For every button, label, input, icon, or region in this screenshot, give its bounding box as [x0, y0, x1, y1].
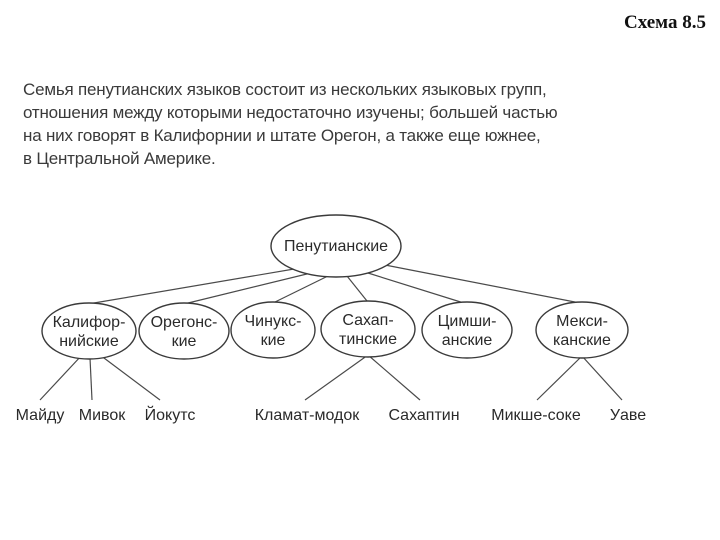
leaf-label-huave: Уаве — [609, 407, 647, 424]
group-node-sahaptian — [321, 301, 415, 357]
root-node — [271, 215, 401, 277]
edge-root-californian — [88, 268, 300, 304]
group-node-label-line2: кие — [171, 333, 197, 350]
group-node-oregonian — [139, 303, 229, 359]
intro-line: на них говорят в Калифорнии и штате Орегон, а также еще южнее, — [23, 126, 541, 145]
group-node-tsimshian — [422, 302, 512, 358]
leaf-labels — [16, 405, 647, 424]
group-node-label-line1: Цимши- — [437, 313, 497, 330]
group-node-label-line2: канские — [553, 332, 611, 349]
intro-line: отношения между которыми недостаточно изучены; большей частью — [23, 103, 558, 122]
edge-sahaptian-klamath — [305, 355, 368, 400]
leaf-label-sahaptin: Сахаптин — [388, 407, 460, 424]
edge-mexican-huave — [582, 356, 622, 400]
intro-line: Семья пенутианских языков состоит из нескольких языковых групп, — [23, 80, 547, 99]
leaf-edges — [40, 355, 622, 400]
group-node-chinookan — [231, 302, 315, 358]
leaf-label-yokuts: Йокутс — [144, 407, 196, 424]
group-node-ellipse — [42, 303, 136, 359]
group-node-label-line1: Чинукс- — [244, 313, 302, 330]
edge-mexican-mixezoque — [537, 356, 582, 400]
group-node-ellipse — [231, 302, 315, 358]
group-node-label-line1: Орегонс- — [150, 314, 218, 331]
group-node-label-line2: нийские — [59, 333, 119, 350]
group-node-ellipse — [422, 302, 512, 358]
leaf-label-maidu: Майду — [15, 407, 65, 424]
intro-line: в Центральной Америке. — [23, 149, 216, 168]
leaf-label-miwok: Мивок — [78, 407, 126, 424]
group-node-californian — [42, 303, 136, 359]
group-node-mexican — [536, 302, 628, 358]
group-node-label-line2: тинские — [339, 331, 397, 348]
edge-californian-miwok — [90, 358, 92, 400]
leaf-label-klamath-modoc: Кламат-модок — [254, 407, 360, 424]
edge-root-chinookan — [273, 275, 330, 303]
group-node-label-line2: анские — [441, 332, 493, 349]
root-node-label: Пенутианские — [283, 238, 389, 255]
group-node-label-line1: Сахап- — [342, 312, 394, 329]
edge-root-sahaptian — [347, 276, 367, 301]
group-node-label-line1: Мекси- — [556, 313, 608, 330]
edge-sahaptian-sahaptin — [368, 355, 420, 400]
edge-californian-maidu — [40, 355, 82, 400]
group-node-label-line1: Калифор- — [52, 314, 126, 331]
leaf-label-mixe-zoque: Микше-соке — [491, 407, 581, 424]
edge-root-mexican — [385, 265, 580, 303]
group-node-ellipse — [536, 302, 628, 358]
scheme-label: Схема 8.5 — [624, 12, 706, 33]
group-node-label-line2: кие — [260, 332, 286, 349]
group-node-ellipse — [321, 301, 415, 357]
edge-californian-yokuts — [100, 355, 160, 400]
group-node-ellipse — [139, 303, 229, 359]
